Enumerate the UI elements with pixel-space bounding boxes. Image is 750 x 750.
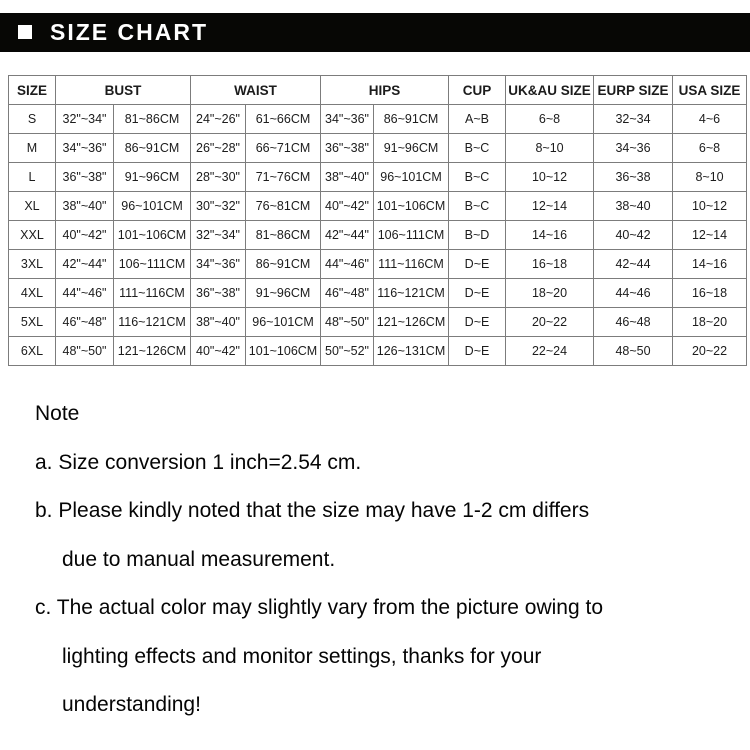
column-header-uk-au-size: UK&AU SIZE [506, 76, 594, 105]
table-cell: 86~91CM [114, 134, 191, 163]
notes-section [35, 390, 735, 730]
column-header-usa-size: USA SIZE [673, 76, 747, 105]
table-cell: 44"~46" [321, 250, 374, 279]
table-cell: 48"~50" [321, 308, 374, 337]
table-cell: 42"~44" [321, 221, 374, 250]
table-cell: 116~121CM [374, 279, 449, 308]
table-cell: 121~126CM [374, 308, 449, 337]
table-cell: B~C [449, 163, 506, 192]
table-cell: 42~44 [594, 250, 673, 279]
table-cell: 32"~34" [191, 221, 246, 250]
table-cell: 86~91CM [374, 105, 449, 134]
table-cell: 40"~42" [321, 192, 374, 221]
table-cell: B~C [449, 192, 506, 221]
table-cell: 40"~42" [56, 221, 114, 250]
table-cell: 81~86CM [246, 221, 321, 250]
table-cell: 44~46 [594, 279, 673, 308]
column-header-hips: HIPS [321, 76, 449, 105]
table-cell: 106~111CM [374, 221, 449, 250]
table-cell: 111~116CM [114, 279, 191, 308]
table-cell: 26"~28" [191, 134, 246, 163]
table-header [9, 76, 747, 105]
table-cell: 12~14 [673, 221, 747, 250]
table-cell: 96~101CM [246, 308, 321, 337]
size-label-cell: XXL [9, 221, 56, 250]
table-cell: B~D [449, 221, 506, 250]
square-bullet-icon [18, 25, 32, 39]
table-cell: 6~8 [673, 134, 747, 163]
size-label-cell: 4XL [9, 279, 56, 308]
size-chart-table [8, 75, 747, 366]
table-row-xl [9, 192, 747, 221]
table-cell: 18~20 [673, 308, 747, 337]
table-row-l [9, 163, 747, 192]
table-cell: 111~116CM [374, 250, 449, 279]
table-cell: D~E [449, 279, 506, 308]
table-cell: 121~126CM [114, 337, 191, 366]
note-line: lighting effects and monitor settings, thanks for your [62, 644, 542, 668]
table-row-4xl [9, 279, 747, 308]
table-cell: 42"~44" [56, 250, 114, 279]
table-cell: 38~40 [594, 192, 673, 221]
table-cell: 126~131CM [374, 337, 449, 366]
table-cell: 86~91CM [246, 250, 321, 279]
table-cell: 81~86CM [114, 105, 191, 134]
size-label-cell: 5XL [9, 308, 56, 337]
table-cell: 22~24 [506, 337, 594, 366]
table-cell: 46"~48" [56, 308, 114, 337]
table-cell: 20~22 [506, 308, 594, 337]
table-row-xxl [9, 221, 747, 250]
table-cell: 36"~38" [191, 279, 246, 308]
table-cell: 116~121CM [114, 308, 191, 337]
note-line: b. Please kindly noted that the size may have 1-2 cm differs [35, 499, 590, 522]
table-cell: B~C [449, 134, 506, 163]
note-line: due to manual measurement. [62, 547, 336, 571]
table-cell: 46~48 [594, 308, 673, 337]
table-cell: 34~36 [594, 134, 673, 163]
table-cell: 40~42 [594, 221, 673, 250]
table-cell: 36~38 [594, 163, 673, 192]
notes-title: Note [35, 402, 80, 425]
table-cell: 14~16 [673, 250, 747, 279]
table-cell: 8~10 [506, 134, 594, 163]
table-cell: 36"~38" [321, 134, 374, 163]
table-cell: 101~106CM [374, 192, 449, 221]
table-cell: 106~111CM [114, 250, 191, 279]
table-cell: 91~96CM [114, 163, 191, 192]
table-cell: 48"~50" [56, 337, 114, 366]
table-cell: 34"~36" [191, 250, 246, 279]
table-cell: 16~18 [506, 250, 594, 279]
table-cell: 46"~48" [321, 279, 374, 308]
table-cell: 96~101CM [374, 163, 449, 192]
table-cell: 6~8 [506, 105, 594, 134]
table-cell: 50"~52" [321, 337, 374, 366]
table-cell: D~E [449, 250, 506, 279]
table-cell: A~B [449, 105, 506, 134]
table-cell: 66~71CM [246, 134, 321, 163]
table-cell: 38"~40" [191, 308, 246, 337]
table-cell: 18~20 [506, 279, 594, 308]
column-header-size: SIZE [9, 76, 56, 105]
table-cell: 71~76CM [246, 163, 321, 192]
size-label-cell: S [9, 105, 56, 134]
size-label-cell: XL [9, 192, 56, 221]
table-cell: 91~96CM [374, 134, 449, 163]
table-cell: 16~18 [673, 279, 747, 308]
table-cell: 76~81CM [246, 192, 321, 221]
table-cell: 32"~34" [56, 105, 114, 134]
table-row-s [9, 105, 747, 134]
table-cell: 4~6 [673, 105, 747, 134]
table-cell: 30"~32" [191, 192, 246, 221]
table-row-6xl [9, 337, 747, 366]
table-row-m [9, 134, 747, 163]
table-cell: 38"~40" [321, 163, 374, 192]
size-label-cell: L [9, 163, 56, 192]
note-line: c. The actual color may slightly vary from the picture owing to [35, 596, 604, 619]
table-cell: 48~50 [594, 337, 673, 366]
table-cell: 10~12 [673, 192, 747, 221]
size-label-cell: 3XL [9, 250, 56, 279]
table-cell: 10~12 [506, 163, 594, 192]
table-cell: 38"~40" [56, 192, 114, 221]
column-header-eurp-size: EURP SIZE [594, 76, 673, 105]
table-cell: 40"~42" [191, 337, 246, 366]
table-cell: D~E [449, 337, 506, 366]
size-label-cell: M [9, 134, 56, 163]
table-body [9, 105, 747, 366]
table-row-5xl [9, 308, 747, 337]
table-header-row [9, 76, 747, 105]
table-cell: 91~96CM [246, 279, 321, 308]
table-cell: 36"~38" [56, 163, 114, 192]
table-cell: 20~22 [673, 337, 747, 366]
table-cell: 61~66CM [246, 105, 321, 134]
column-header-bust: BUST [56, 76, 191, 105]
table-cell: 101~106CM [246, 337, 321, 366]
table-cell: 101~106CM [114, 221, 191, 250]
table-cell: 96~101CM [114, 192, 191, 221]
table-cell: 34"~36" [56, 134, 114, 163]
page-title: SIZE CHART [50, 19, 208, 45]
table-cell: D~E [449, 308, 506, 337]
table-cell: 24"~26" [191, 105, 246, 134]
table-row-3xl [9, 250, 747, 279]
size-label-cell: 6XL [9, 337, 56, 366]
table-cell: 8~10 [673, 163, 747, 192]
note-line: a. Size conversion 1 inch=2.54 cm. [35, 450, 362, 474]
table-cell: 28"~30" [191, 163, 246, 192]
table-cell: 34"~36" [321, 105, 374, 134]
column-header-waist: WAIST [191, 76, 321, 105]
table-cell: 14~16 [506, 221, 594, 250]
size-chart-header-bar [0, 13, 750, 52]
table-cell: 32~34 [594, 105, 673, 134]
column-header-cup: CUP [449, 76, 506, 105]
note-line: understanding! [62, 693, 201, 716]
table-cell: 12~14 [506, 192, 594, 221]
table-cell: 44"~46" [56, 279, 114, 308]
